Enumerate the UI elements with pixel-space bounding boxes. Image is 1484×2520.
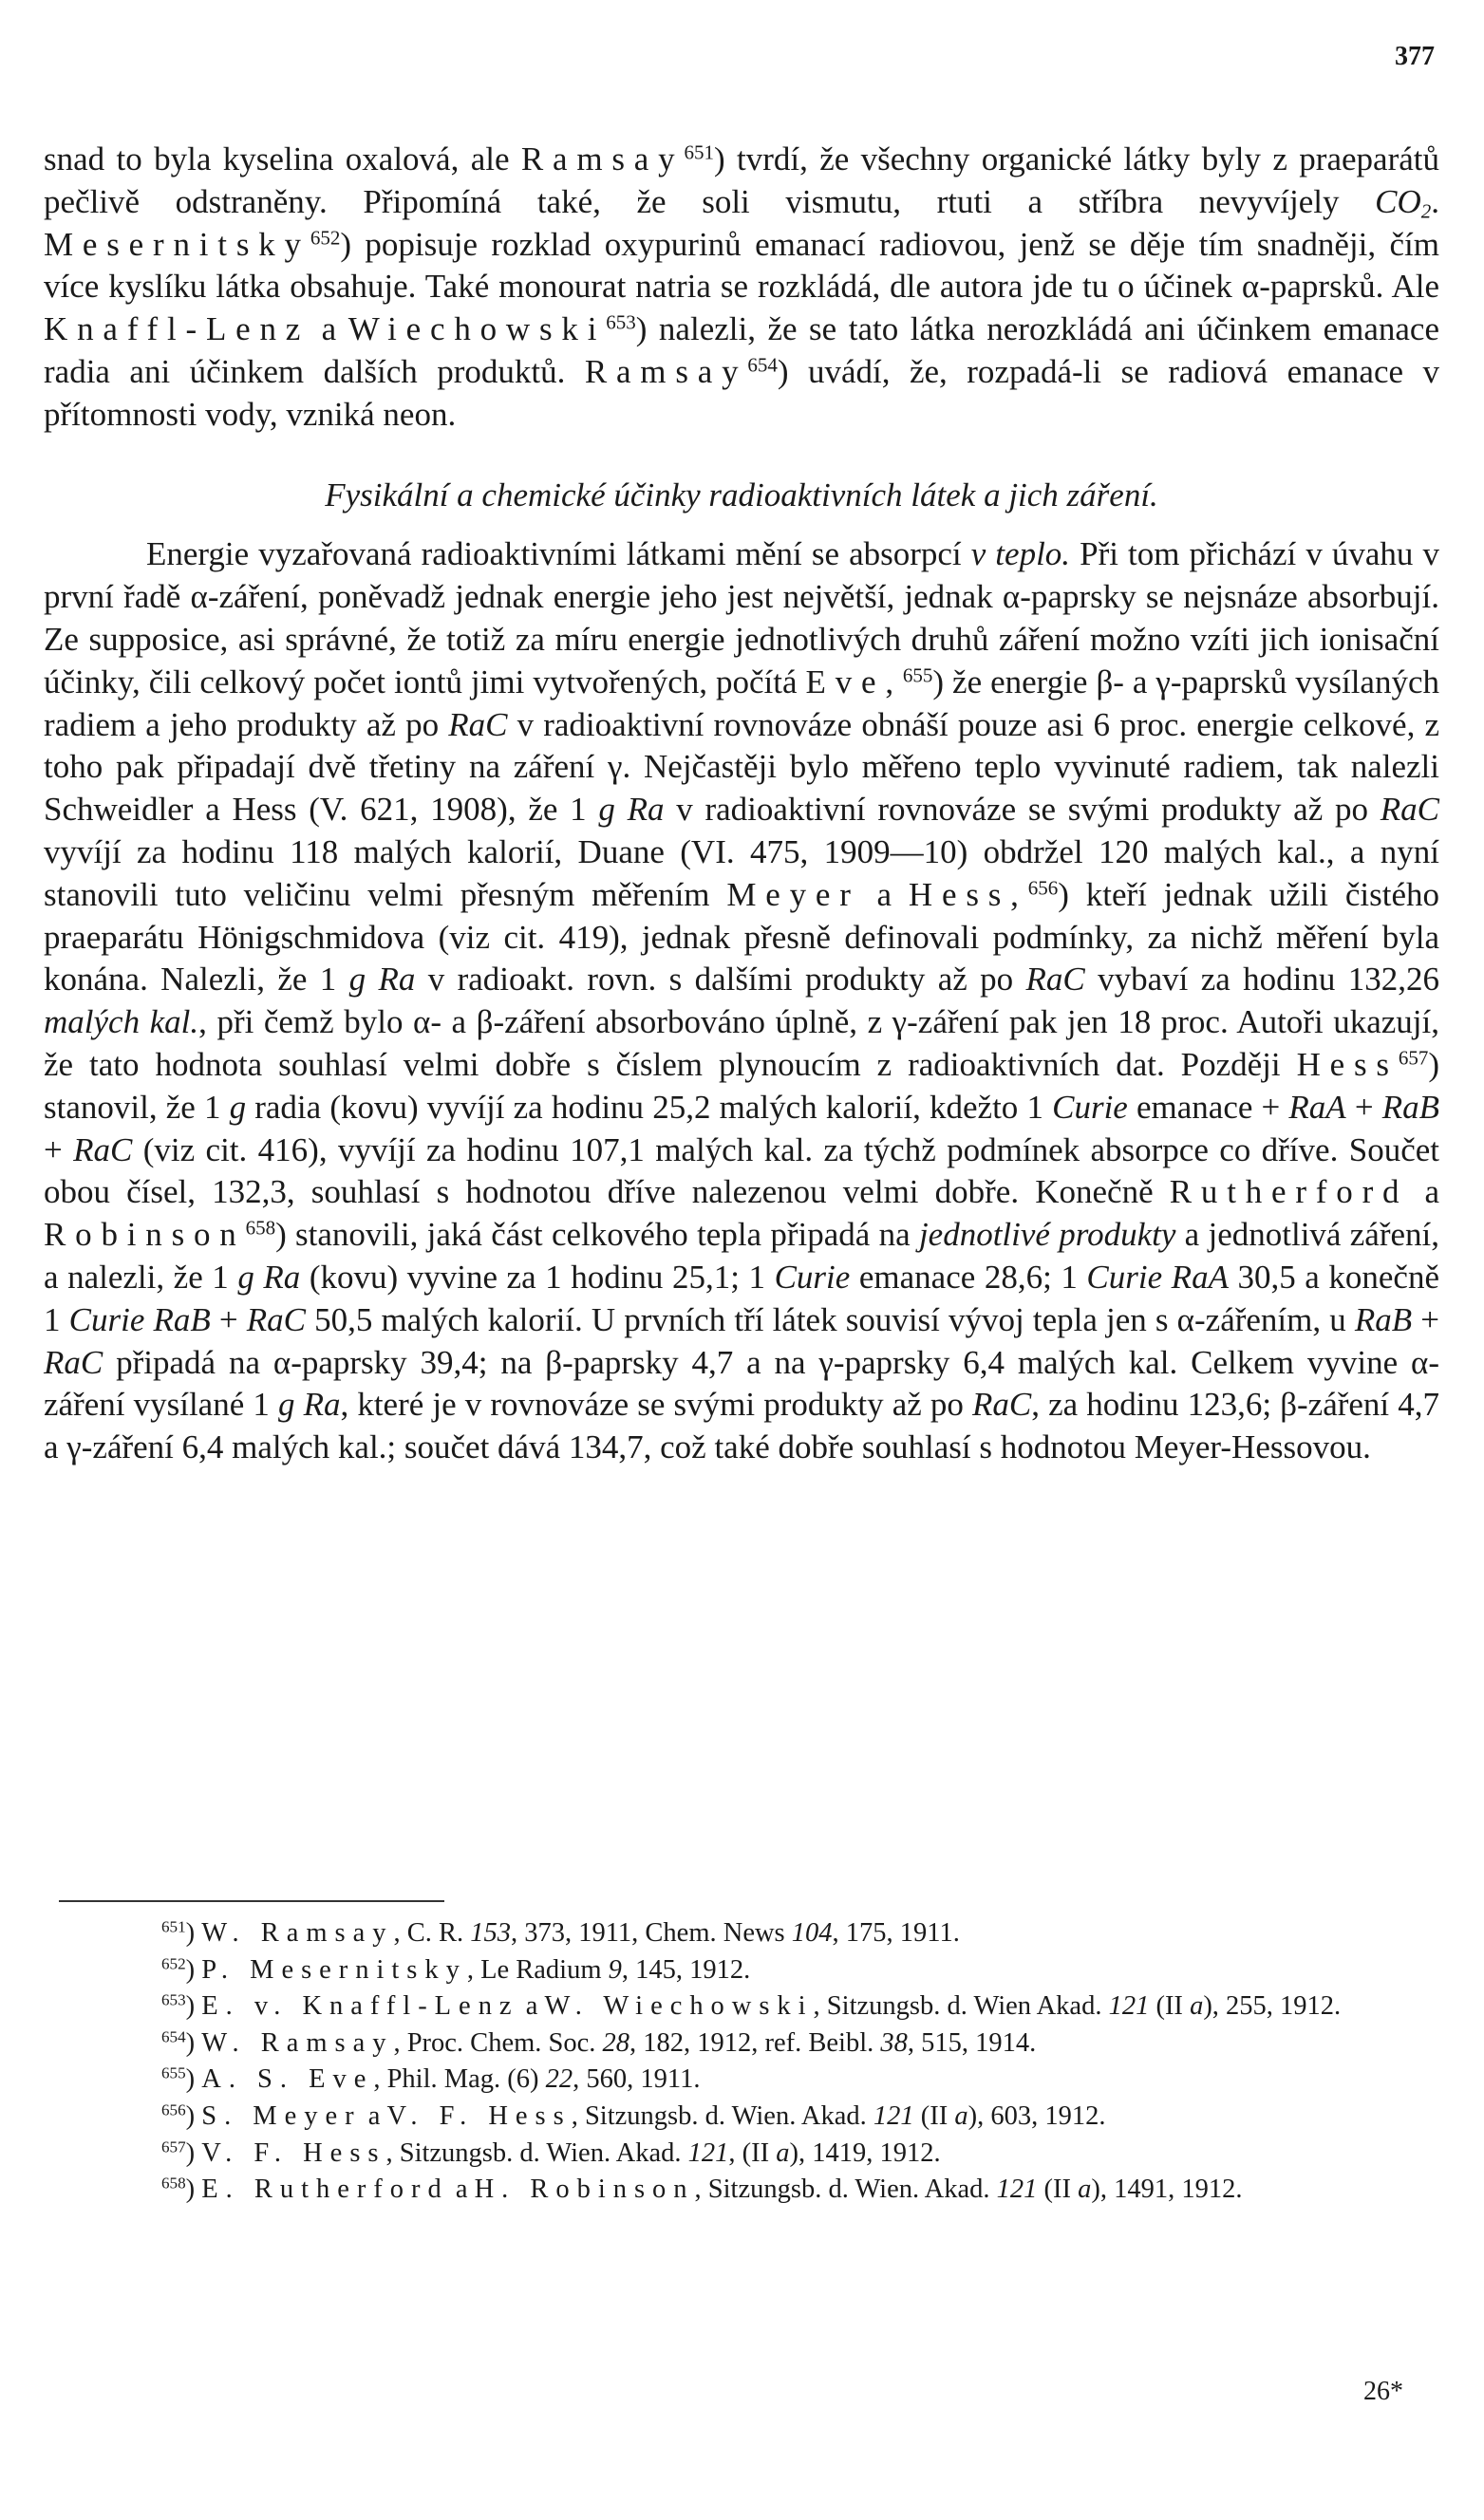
author-wiechowski: Wiechowski (348, 310, 607, 348)
author-eve: Eve, (805, 663, 903, 700)
main-text (44, 139, 1439, 1469)
footnote-divider (59, 1900, 444, 1902)
footnote-ref-657[interactable]: 657 (1398, 1046, 1429, 1070)
paragraph-2: Energie vyzařovaná radioaktivními látkami mění se absorpcí v teplo. Při tom přichází v úvahu v první řadě α-záření, poněvadž jednak energie jeho jest největší, jednak α-paprsky se nejsnáze absorbují. Ze supposice, asi správné, že totiž za míru energie jednotlivých druhů záření možno vzíti jich ionisační účinky, čili celkový počet iontů jimi vytvořených, počítá Eve,$^{655}$) že energie β- a γ-paprsků vysílaných radiem a jeho produkty až po RaC v radioaktivní rovnováze obnáší pouze asi 6 proc. energie celkové, z toho pak připadají dvě třetiny na záření γ. Nejčastěji bylo měřeno teplo vyvinuté radiem, tak nalezli Schweidler a Hess (V. 621, 1908), že 1 g Ra v radioaktivní rovnováze se svými produkty až po RaC vyvíjí za hodinu 118 malých kalorií, Duane (VI. 475, 1909—10) obdržel 120 malých kal., a nyní stanovili tuto veličinu velmi přesným měřením Meyer a Hess,$^{656}$) kteří jednak užili čistého praeparátu Hönigschmidova (viz cit. 419), jednak přesně definovali podmínky, za nichž měření byla konána. Nalezli, že 1 g Ra v radioakt. rovn. s dalšími produkty až po RaC vybaví za hodinu 132,26 malých kal., při čemž bylo α- a β-záření absorbováno úplně, z γ-záření pak jen 18 proc. Autoři ukazují, že tato hodnota souhlasí velmi dobře s číslem plynoucím z radioaktivních dat. Později Hess$^{657}$) stanovil, že 1 g radia (kovu) vyvíjí za hodinu 25,2 malých kalorií, kdežto 1 Curie emanace + RaA + RaB + RaC (viz cit. 416), vyvíjí za hodinu 107,1 malých kal. za týchž podmínek absorpce co dříve. Součet obou čísel, 132,3, souhlasí s hodnotou dříve nalezenou velmi dobře. Konečně Rutherford a Robinson$^{658}$) stanovili, jaká část celkového tepla připadá na jednotlivé produkty a jednotlivá záření, a nalezli, že 1 g Ra (kovu) vyvine za 1 hodinu 25,1; 1 Curie emanace 28,6; 1 Curie RaA 30,5 a konečně 1 Curie RaB + RaC 50,5 malých kalorií. U prvních tří látek souvisí vývoj tepla jen s α-zářením, u RaB + RaC připadá na α-paprsky 39,4; na β-paprsky 4,7 a na γ-paprsky 6,4 malých kal. Celkem vyvine α-záření vysílané 1 g Ra, které je v rovnováze se svými produkty až po RaC, za hodinu 123,6; β-záření 4,7 a γ-záření 6,4 malých kal.; součet dává 134,7, což také dobře souhlasí s hodnotou Meyer-Hessovou. (44, 535, 1440, 1466)
footnote: $^{651}$) W. Ramsay, C. R. 153, 373, 1911, Chem. News 104, 175, 1911. (161, 1917, 960, 1948)
paragraph-1: snad to byla kyselina oxalová, ale Ramsay$^{651}$) tvrdí, že všechny organické látky byly z praeparátů pečlivě odstraněny. Připomíná také, že soli vismutu, rtuti a stříbra nevyvíjely $CO_2$. Mesernitsky$^{652}$) popisuje rozklad oxypurinů emanací radiovou, jenž se děje tím snadněji, čím více kyslíku látka obsahuje. Také monourat natria se rozkládá, dle autora jde tu o účinek α-paprsků. Ale Knaffl-Lenz a Wiechowski$^{653}$) nalezli, že se tato látka nerozkládá ani účinkem emanace radia ani účinkem dalších produktů. Ramsay$^{654}$) uvádí, že, rozpadá-li se radiová emanace v přítomnosti vody, vzniká neon. (44, 140, 1439, 433)
author-robinson: Robinson (44, 1216, 246, 1254)
author-rutherford: Rutherford (1169, 1173, 1409, 1211)
page-number: 377 (1395, 42, 1435, 71)
author-knaffl-lenz: Knaffl-Lenz (44, 310, 310, 348)
footnote: $^{658}$) E. Rutherford a H. Robinson, Sitzungsb. d. Wien. Akad. 121 (II a), 1491, 1912. (161, 2174, 1243, 2205)
footnote: $^{654}$) W. Ramsay, Proc. Chem. Soc. 28, 182, 1912, ref. Beibl. 38, 515, 1914. (161, 2027, 1037, 2058)
footnote: $^{655}$) A. S. Eve, Phil. Mag. (6) 22, 560, 1911. (161, 2063, 701, 2095)
footnote: $^{653}$) E. v. Knaffl-Lenz a W. Wiechowski, Sitzungsb. d. Wien Akad. 121 (II a), 255, 1912. (161, 1990, 1342, 2022)
author-ramsay: Ramsay (584, 352, 748, 390)
author-mesernitsky: Mesernitsky (44, 225, 310, 263)
section-heading: Fysikální a chemické účinky radioaktivních látek a jich záření. (325, 476, 1158, 513)
footnote-ref-656[interactable]: 656 (1027, 876, 1059, 900)
footnote-ref-651[interactable]: 651 (684, 140, 714, 164)
footnote-ref-658[interactable]: 658 (245, 1216, 276, 1240)
footnote-ref-655[interactable]: 655 (902, 663, 933, 687)
footnote: $^{657}$) V. F. Hess, Sitzungsb. d. Wien. Akad. 121, (II a), 1419, 1912. (161, 2137, 941, 2168)
footnotes (44, 1915, 1439, 2209)
signature-mark: 26* (1363, 2377, 1403, 2406)
author-ramsay: Ramsay (520, 140, 685, 177)
author-hess: Hess, (908, 875, 1028, 913)
footnote: $^{652}$) P. Mesernitsky, Le Radium 9, 145, 1912. (161, 1954, 751, 1985)
footnote-ref-653[interactable]: 653 (606, 310, 636, 334)
formula-co2: $CO_2$ (1375, 182, 1432, 223)
author-hess: Hess (1296, 1045, 1399, 1083)
footnote-ref-652[interactable]: 652 (310, 226, 341, 250)
footnote-ref-654[interactable]: 654 (747, 353, 778, 377)
footnote: $^{656}$) S. Meyer a V. F. Hess, Sitzungsb. d. Wien. Akad. 121 (II a), 603, 1912. (161, 2100, 1106, 2131)
author-meyer: Meyer (726, 875, 860, 913)
